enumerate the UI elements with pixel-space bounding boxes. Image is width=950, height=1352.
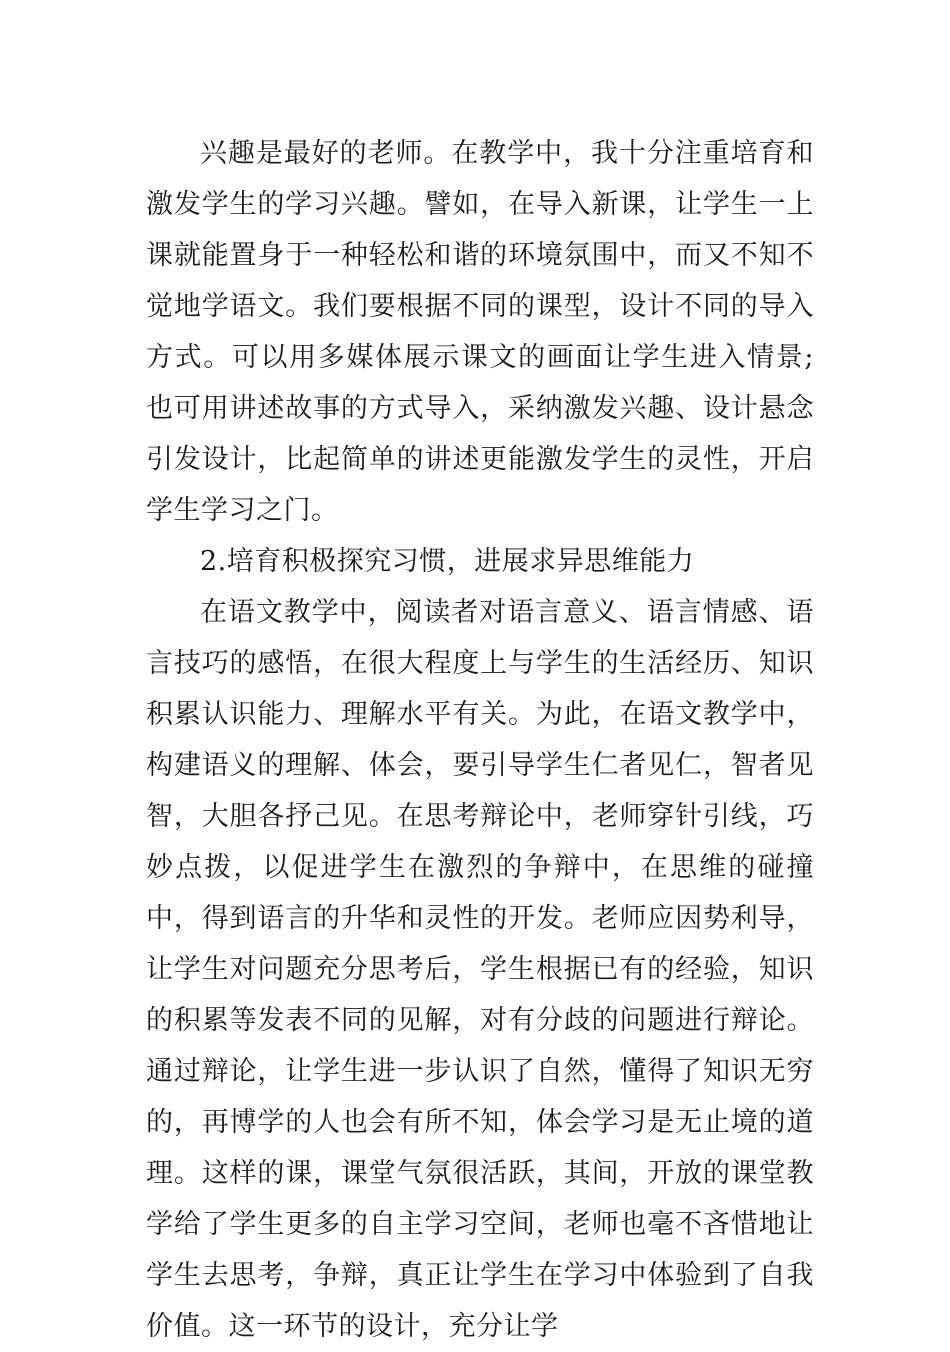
paragraph-inquiry: 在语文教学中，阅读者对语言意义、语言情感、语言技巧的感悟，在很大程度上与学生的生活经历、知识积累认识能力、理解水平有关。为此，在语文教学中，构建语义的理解、体会，要引导学生仁者见仁，智者见智，大胆各抒己见。在思考辩论中，老师穿针引线，巧妙点拨，以促进学生在激烈的争辩中，在思维的碰撞中，得到语言的升华和灵性的开发。老师应因势利导，让学生对问题充分思考后，学生根据已有的经验，知识的积累等发表不同的见解，对有分歧的问题进行辩论。通过辩论，让学生进一步认识了自然，懂得了知识无穷的，再博学的人也会有所不知，体会学习是无止境的道理。这样的课，课堂气氛很活跃，其间，开放的课堂教学给了学生更多的自主学习空间，老师也毫不吝惜地让学生去思考，争辩，真正让学生在学习中体验到了自我价值。这一环节的设计，充分让学 bbox=[146, 597, 814, 1342]
paragraph-interest: 兴趣是最好的老师。在教学中，我十分注重培育和激发学生的学习兴趣。譬如，在导入新课，让学生一上课就能置身于一种轻松和谐的环境氛围中，而又不知不觉地学语文。我们要根据不同的课型，设计不同的导入方式。可以用多媒体展示课文的画面让学生进入情景;也可用讲述故事的方式导入，采纳激发兴趣、设计悬念引发设计，比起简单的讲述更能激发学生的灵性，开启学生学习之门。 bbox=[146, 138, 814, 526]
body-text bbox=[146, 128, 814, 1352]
section-heading: 2.培育积极探究习惯，进展求异思维能力 bbox=[200, 546, 695, 577]
